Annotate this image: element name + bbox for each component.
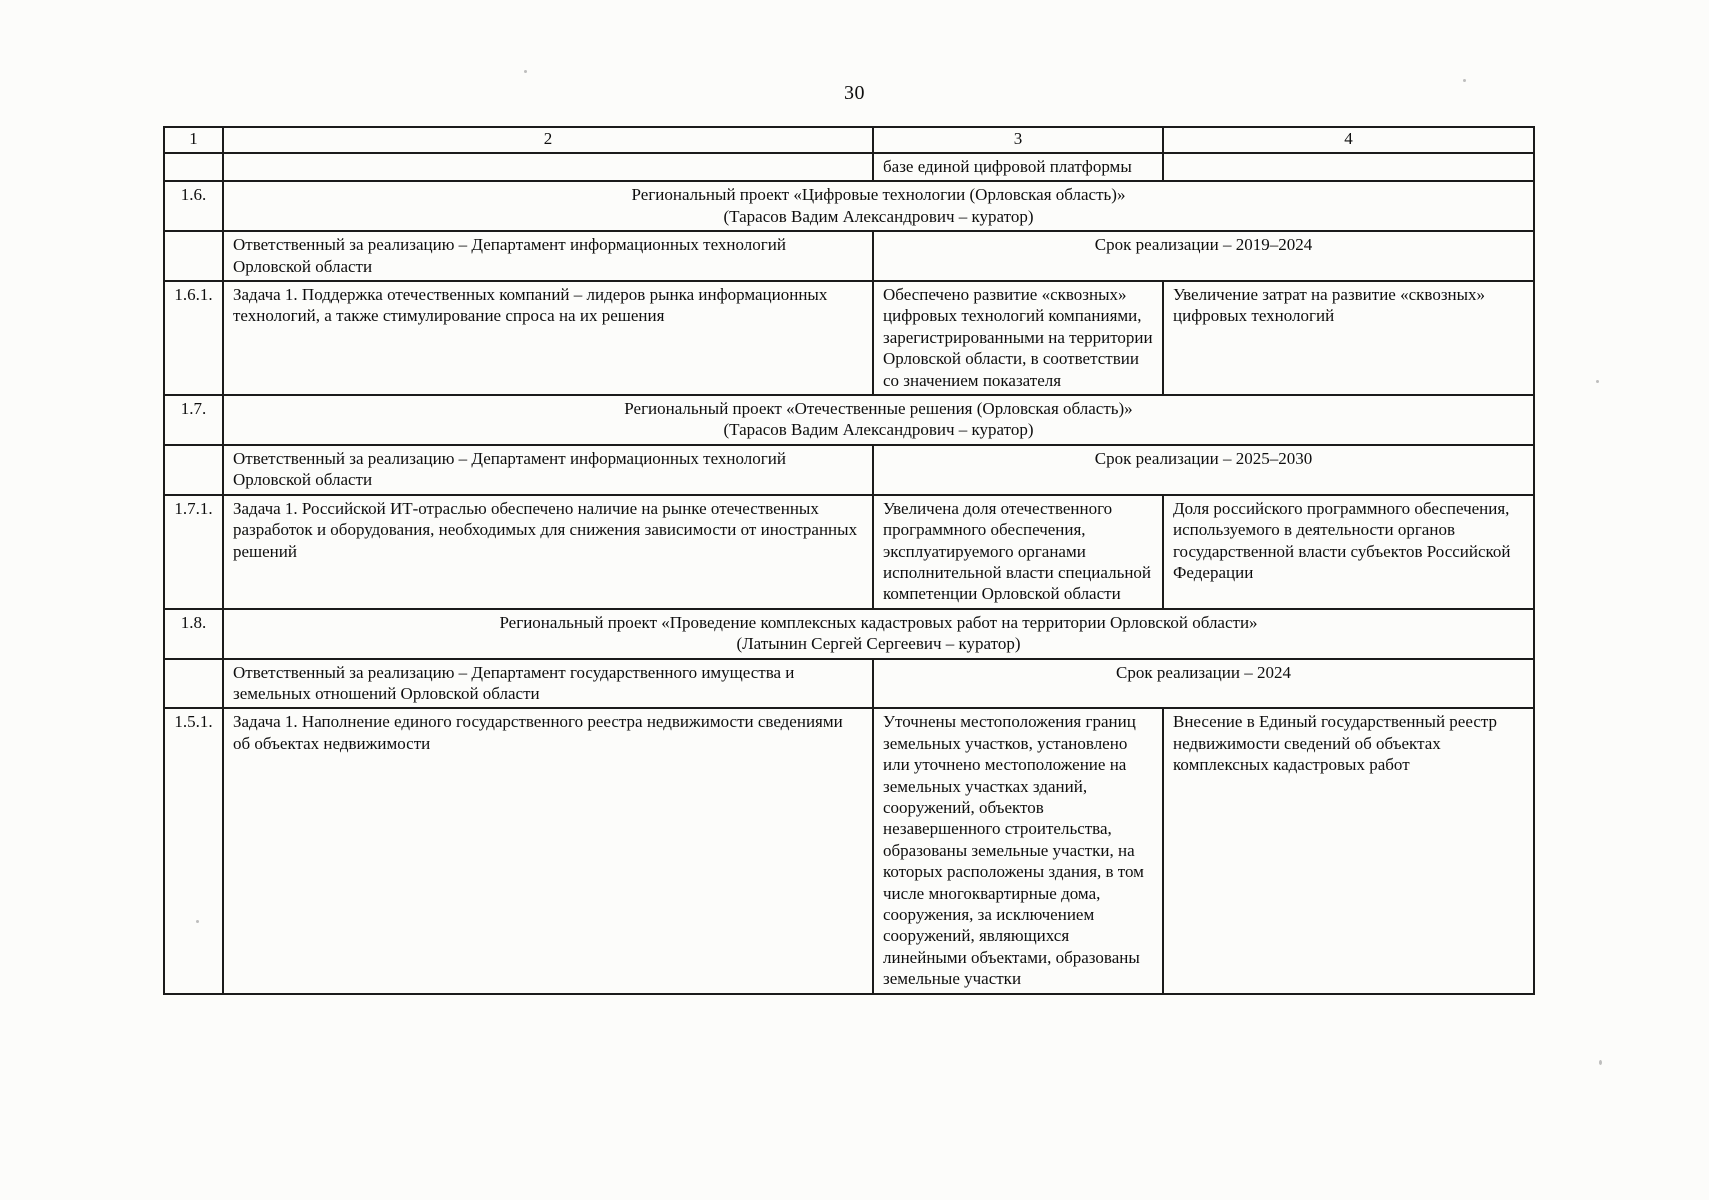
regional-projects-table	[163, 126, 1535, 995]
task-text-cell: Задача 1. Российской ИТ-отраслью обеспечено наличие на рынке отечественных разработок и оборудования, необходимых для снижения зависимости от иностранных решений	[223, 495, 873, 609]
empty-cell	[164, 153, 223, 181]
responsible-row-1-6	[164, 231, 1534, 281]
task-indicator-cell: Доля российского программного обеспечения, используемого в деятельности органов государственной власти субъектов Российской Федерации	[1163, 495, 1534, 609]
section-id: 1.7.	[164, 395, 223, 445]
col-header-4: 4	[1163, 127, 1534, 153]
project-title: Региональный проект «Проведение комплексных кадастровых работ на территории Орловской области»	[499, 612, 1258, 632]
responsible-cell: Ответственный за реализацию – Департамент информационных технологий Орловской области	[223, 445, 873, 495]
project-title: Региональный проект «Цифровые технологии (Орловская область)»	[631, 185, 1126, 205]
empty-cell	[164, 231, 223, 281]
project-curator: (Тарасов Вадим Александрович – куратор)	[723, 420, 1034, 440]
continuation-text-cell: базе единой цифровой платформы	[873, 153, 1163, 181]
task-indicator-cell: Внесение в Единый государственный реестр недвижимости сведений об объектах комплексных кадастровых работ	[1163, 708, 1534, 993]
task-row-1-7-1	[164, 495, 1534, 609]
responsible-row-1-7	[164, 445, 1534, 495]
empty-cell	[164, 659, 223, 709]
scan-artifact	[1463, 79, 1466, 82]
project-row-1-7	[164, 395, 1534, 445]
task-result-cell: Увеличена доля отечественного программного обеспечения, эксплуатируемого органами исполнительной власти специальной компетенции Орловской области	[873, 495, 1163, 609]
project-title: Региональный проект «Отечественные решения (Орловская область)»	[624, 399, 1133, 419]
table-header-row	[164, 127, 1534, 153]
project-curator: (Латынин Сергей Сергеевич – куратор)	[736, 634, 1021, 654]
continuation-row	[164, 153, 1534, 181]
scan-artifact	[1596, 380, 1599, 383]
empty-cell	[223, 153, 873, 181]
page-number: 30	[844, 82, 865, 104]
project-title-cell	[223, 609, 1534, 659]
period-cell: Срок реализации – 2024	[873, 659, 1534, 709]
col-header-2: 2	[223, 127, 873, 153]
task-row-1-5-1	[164, 708, 1534, 993]
task-row-1-6-1	[164, 281, 1534, 395]
project-title-cell	[223, 395, 1534, 445]
section-id: 1.8.	[164, 609, 223, 659]
period-cell: Срок реализации – 2025–2030	[873, 445, 1534, 495]
task-text-cell: Задача 1. Поддержка отечественных компаний – лидеров рынка информационных технологий, а также стимулирование спроса на их решения	[223, 281, 873, 395]
empty-cell	[1163, 153, 1534, 181]
section-id: 1.6.	[164, 181, 223, 231]
task-id: 1.6.1.	[164, 281, 223, 395]
scan-artifact	[1599, 1060, 1602, 1065]
project-curator: (Тарасов Вадим Александрович – куратор)	[723, 206, 1034, 226]
task-result-cell: Обеспечено развитие «сквозных» цифровых технологий компаниями, зарегистрированными на территории Орловской области, в соответствии со значением показателя	[873, 281, 1163, 395]
project-row-1-6	[164, 181, 1534, 231]
task-id: 1.7.1.	[164, 495, 223, 609]
task-result-cell: Уточнены местоположения границ земельных участков, установлено или уточнено местоположение на земельных участках зданий, сооружений, объектов незавершенного строительства, образованы земельные участки, на которых расположены здания, в том числе многоквартирные дома, сооружения, за исключением сооружений, являющихся линейными объектами, образованы земельные участки	[873, 708, 1163, 993]
col-header-3: 3	[873, 127, 1163, 153]
responsible-row-1-8	[164, 659, 1534, 709]
period-cell: Срок реализации – 2019–2024	[873, 231, 1534, 281]
col-header-1: 1	[164, 127, 223, 153]
task-id: 1.5.1.	[164, 708, 223, 993]
responsible-cell: Ответственный за реализацию – Департамент государственного имущества и земельных отношений Орловской области	[223, 659, 873, 709]
task-text-cell: Задача 1. Наполнение единого государственного реестра недвижимости сведениями об объектах недвижимости	[223, 708, 873, 993]
project-row-1-8	[164, 609, 1534, 659]
task-indicator-cell: Увеличение затрат на развитие «сквозных» цифровых технологий	[1163, 281, 1534, 395]
scan-artifact	[524, 70, 527, 73]
project-title-cell	[223, 181, 1534, 231]
scan-artifact	[196, 920, 199, 923]
responsible-cell: Ответственный за реализацию – Департамент информационных технологий Орловской области	[223, 231, 873, 281]
empty-cell	[164, 445, 223, 495]
